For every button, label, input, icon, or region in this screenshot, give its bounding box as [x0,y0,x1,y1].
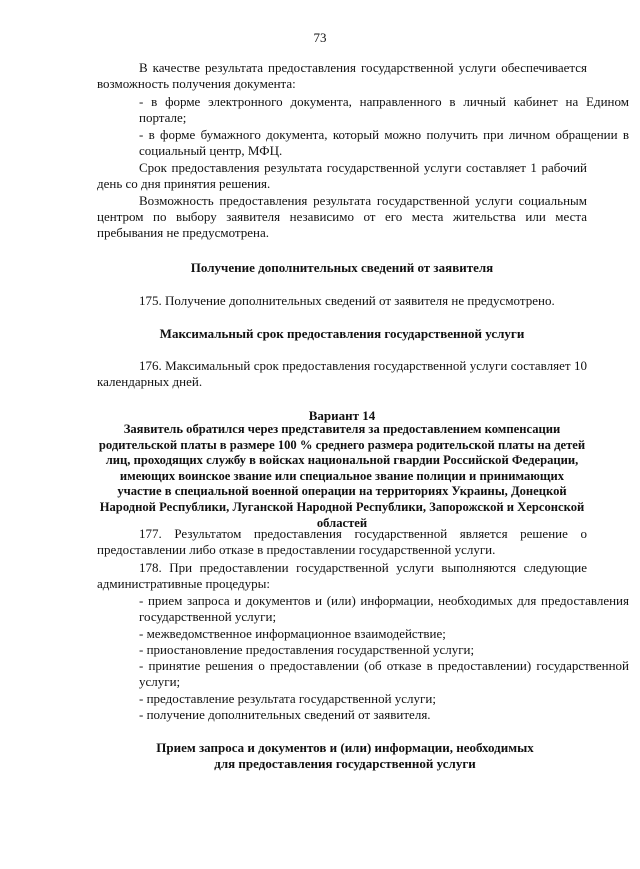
paragraph-177: 177. Результатом предоставления государственной является решение о предоставлении либо отказе в предоставлении государственной услуги. [97,526,587,557]
variant-title: Вариант 14 [308,408,376,423]
intro-paragraph: В качестве результата предоставления государственной услуги обеспечивается возможность получения документа: [97,60,587,91]
variant-description: Заявитель обратился через представителя за предоставлением компенсации родительской платы в размере 100 % среднего размера родительской платы на детей лиц, проходящих службу в войсках национальной гвардии Российской Федерации, имеющих воинское звание или специальное звание полиции и принимающих участие в специальной военной операции на территориях Украины, Донецкой Народной Республики, Луганской Народной Республики, Запорожской и Херсонской областей [98,422,586,530]
paragraph-178: 178. При предоставлении государственной услуги выполняются следующие административные процедуры: [97,560,587,591]
heading-reception: Прием запроса и документов и (или) информации, необходимых для предоставления государственной услуги [156,740,534,771]
result-option-paper: - в форме бумажного документа, который можно получить при личном обращении в социальный центр, МФЦ. [139,127,629,158]
result-option-electronic: - в форме электронного документа, направленного в личный кабинет на Едином портале; [139,94,629,125]
procedure-item: - принятие решения о предоставлении (об отказе в предоставлении) государственной услуги; [139,658,629,689]
page-number: 73 [313,30,327,45]
result-term-paragraph: Срок предоставления результата государственной услуги составляет 1 рабочий день со дня принятия решения. [97,160,587,191]
heading-additional-info: Получение дополнительных сведений от заявителя [190,260,494,275]
procedure-item: - межведомственное информационное взаимодействие; [139,626,446,641]
procedure-item: - получение дополнительных сведений от заявителя. [139,707,431,722]
paragraph-175: 175. Получение дополнительных сведений от заявителя не предусмотрено. [139,293,555,308]
procedure-item: - предоставление результата государственной услуги; [139,691,436,706]
procedure-item: - приостановление предоставления государственной услуги; [139,642,475,657]
paragraph-176: 176. Максимальный срок предоставления государственной услуги составляет 10 календарных дней. [97,358,587,389]
procedure-item: - прием запроса и документов и (или) информации, необходимых для предоставления государственной услуги; [139,593,629,624]
heading-max-term: Максимальный срок предоставления государственной услуги [159,326,525,341]
extraterritorial-paragraph: Возможность предоставления результата государственной услуги социальным центром по выбору заявителя независимо от его места жительства или места пребывания не предусмотрена. [97,193,587,240]
